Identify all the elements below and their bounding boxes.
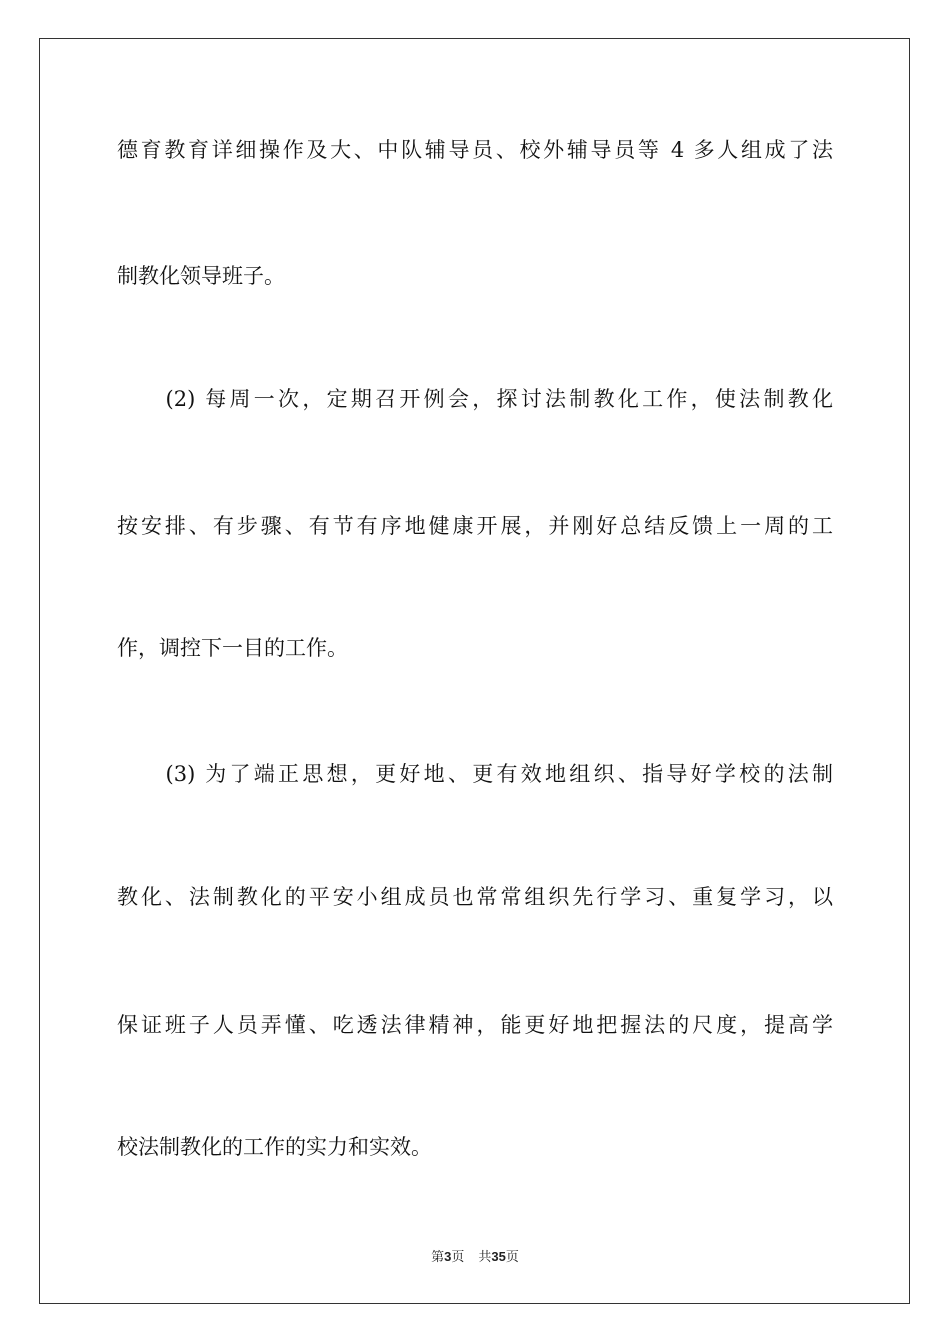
body-text-line: 作，调控下一目的工作。 — [117, 636, 348, 660]
body-text-line: 德育教育详细操作及大、中队辅导员、校外辅导员等 4 多人组成了法 — [117, 138, 833, 162]
total-pages: 35 — [491, 1249, 506, 1264]
page-number: 3 — [444, 1249, 452, 1264]
body-text-line: 按安排、有步骤、有节有序地健康开展，并刚好总结反馈上一周的工 — [117, 514, 833, 538]
body-text-line: 校法制教化的工作的实力和实效。 — [117, 1135, 432, 1159]
body-text-line: (2) 每周一次，定期召开例会，探讨法制教化工作，使法制教化 — [117, 387, 833, 411]
body-text-line: (3) 为了端正思想，更好地、更有效地组织、指导好学校的法制 — [117, 762, 833, 786]
page-suffix: 页 — [451, 1250, 465, 1265]
body-text-line: 保证班子人员弄懂、吃透法律精神，能更好地把握法的尺度，提高学 — [117, 1013, 833, 1037]
page-prefix: 第 — [431, 1250, 445, 1265]
total-suffix: 页 — [505, 1250, 519, 1265]
page-footer — [0, 1248, 950, 1267]
total-prefix: 共 — [478, 1250, 492, 1265]
page-border — [39, 38, 910, 1304]
body-text-line: 制教化领导班子。 — [117, 264, 285, 288]
body-text-line: 教化、法制教化的平安小组成员也常常组织先行学习、重复学习，以 — [117, 885, 833, 909]
